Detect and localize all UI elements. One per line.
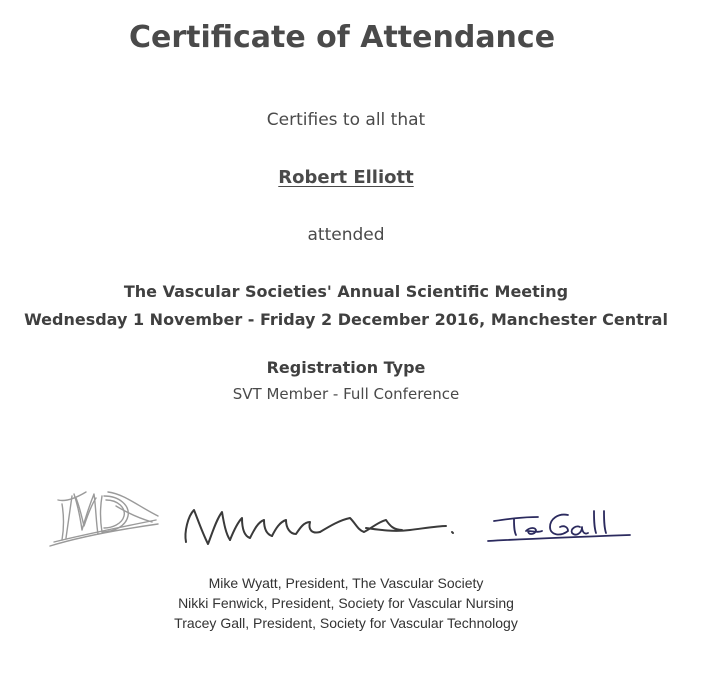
registration-type-label: Registration Type bbox=[266, 358, 426, 377]
signature-nikki-fenwick bbox=[180, 500, 456, 550]
event-dates-location: Wednesday 1 November - Friday 2 December 2016, Manchester Central bbox=[24, 310, 668, 329]
signatory-tracey-gall: Tracey Gall, President, Society for Vascular Technology bbox=[174, 615, 518, 631]
certificate-title: Certificate of Attendance bbox=[128, 20, 556, 55]
recipient-name-line bbox=[0, 167, 692, 188]
recipient-name: Robert Elliott bbox=[278, 167, 414, 188]
attended-text: attended bbox=[307, 225, 385, 245]
certifies-text: Certifies to all that bbox=[266, 110, 426, 130]
signatory-nikki-fenwick: Nikki Fenwick, President, Society for Vascular Nursing bbox=[178, 595, 514, 611]
registration-type-value: SVT Member - Full Conference bbox=[232, 385, 460, 403]
event-name: The Vascular Societies' Annual Scientific Meeting bbox=[123, 282, 569, 301]
signatory-mike-wyatt: Mike Wyatt, President, The Vascular Society bbox=[208, 575, 484, 591]
signature-mike-wyatt bbox=[46, 486, 162, 550]
signature-tracey-gall bbox=[484, 505, 634, 547]
